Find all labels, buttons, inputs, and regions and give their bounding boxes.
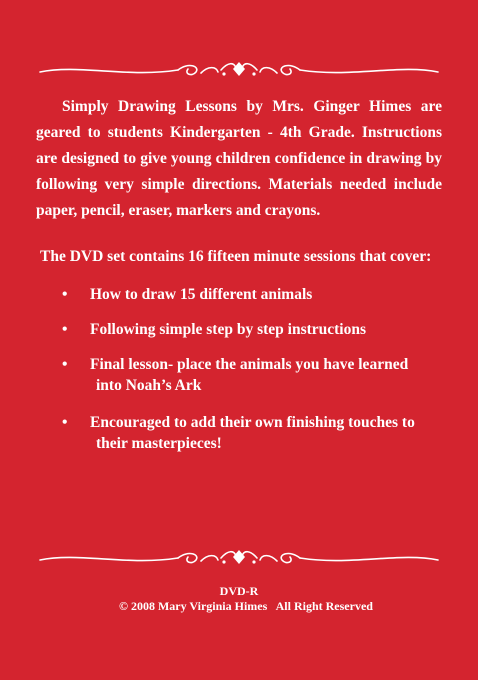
dvd-set-heading: The DVD set contains 16 fifteen minute sessions that cover: — [40, 248, 432, 265]
list-item — [62, 412, 442, 454]
intro-paragraph — [36, 94, 442, 224]
list-item-text-continued: into Noah’s Ark — [96, 377, 202, 394]
list-item — [62, 354, 442, 396]
bottom-flourish-ornament — [38, 546, 440, 570]
list-item-text: Final lesson- place the animals you have learned — [90, 356, 409, 373]
list-item — [62, 319, 442, 340]
bullet-icon: • — [62, 414, 68, 431]
top-flourish-ornament — [38, 58, 440, 82]
bullet-icon: • — [62, 321, 68, 338]
list-item-text: How to draw 15 different animals — [90, 286, 313, 303]
session-topics-list — [62, 284, 442, 454]
copyright-notice: © 2008 Mary Virginia Himes All Right Reserved — [119, 599, 373, 613]
intro-text: Simply Drawing Lessons by Mrs. Ginger Himes are geared to students Kindergarten - 4th Grade. Instructions are designed to give young children confidence in drawing by following very simple directions. Materials needed include paper, pencil, eraser, markers and crayons. — [36, 98, 442, 219]
list-item-text: Following simple step by step instructions — [90, 321, 367, 338]
list-item — [62, 284, 442, 305]
dvd-format-label: DVD-R — [219, 584, 259, 598]
list-item-text: Encouraged to add their own finishing touches to — [90, 414, 415, 431]
list-item-text-continued: their masterpieces! — [96, 435, 222, 452]
bullet-icon: • — [62, 286, 68, 303]
bullet-icon: • — [62, 356, 68, 373]
footer — [0, 584, 478, 614]
